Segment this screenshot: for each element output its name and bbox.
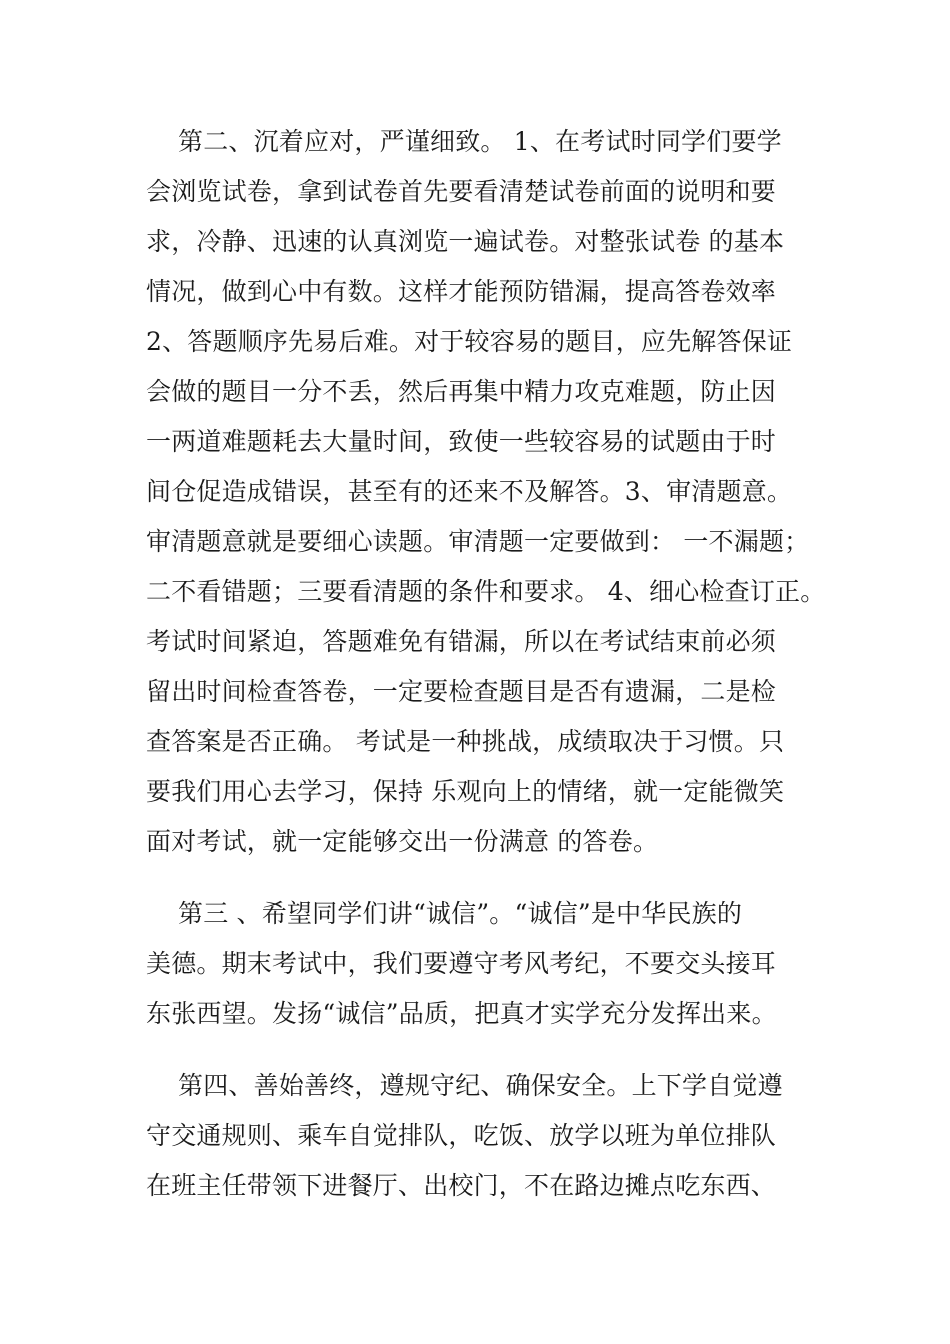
text-line: 东张西望。发扬“诚信”品质，把真才实学充分发挥出来。 bbox=[146, 999, 777, 1028]
text-line: 2、答题顺序先易后难。对于较容易的题目，应先解答保证 bbox=[146, 327, 793, 356]
text-line: 一两道难题耗去大量时间，致使一些较容易的试题由于时 bbox=[146, 427, 777, 456]
text-line: 第四、善始善终，遵规守纪、确保安全。上下学自觉遵 bbox=[178, 1071, 783, 1100]
text-line: 二不看错题；三要看清题的条件和要求。 4、细心检查订正。 bbox=[146, 577, 826, 606]
text-line: 考试时间紧迫，答题难免有错漏，所以在考试结束前必须 bbox=[146, 627, 777, 656]
text-line: 留出时间检查答卷，一定要检查题目是否有遗漏，二是检 bbox=[146, 677, 777, 706]
text-line: 要我们用心去学习，保持 乐观向上的情绪，就一定能微笑 bbox=[146, 777, 785, 806]
text-line: 会浏览试卷，拿到试卷首先要看清楚试卷前面的说明和要 bbox=[146, 177, 777, 206]
text-line: 审清题意就是要细心读题。审清题一定要做到： 一不漏题； bbox=[146, 527, 810, 556]
text-line: 在班主任带领下进餐厅、出校门，不在路边摊点吃东西、 bbox=[146, 1171, 777, 1200]
text-line: 面对考试，就一定能够交出一份满意 的答卷。 bbox=[146, 827, 659, 856]
text-line: 第三 、希望同学们讲“诚信”。“诚信”是中华民族的 bbox=[178, 899, 743, 928]
text-line: 会做的题目一分不丢，然后再集中精力攻克难题，防止因 bbox=[146, 377, 777, 406]
text-line: 守交通规则、乘车自觉排队，吃饭、放学以班为单位排队 bbox=[146, 1121, 777, 1150]
text-line: 查答案是否正确。 考试是一种挑战，成绩取决于习惯。只 bbox=[146, 727, 785, 756]
text-line: 求，冷静、迅速的认真浏览一遍试卷。对整张试卷 的基本 bbox=[146, 227, 785, 256]
text-line: 第二、沉着应对，严谨细致。 1、在考试时同学们要学 bbox=[178, 127, 782, 156]
text-line: 情况，做到心中有数。这样才能预防错漏，提高答卷效率 bbox=[146, 277, 777, 306]
text-line: 间仓促造成错误，甚至有的还来不及解答。3、审清题意。 bbox=[146, 477, 793, 506]
text-line: 美德。期末考试中，我们要遵守考风考纪，不要交头接耳 bbox=[146, 949, 777, 978]
